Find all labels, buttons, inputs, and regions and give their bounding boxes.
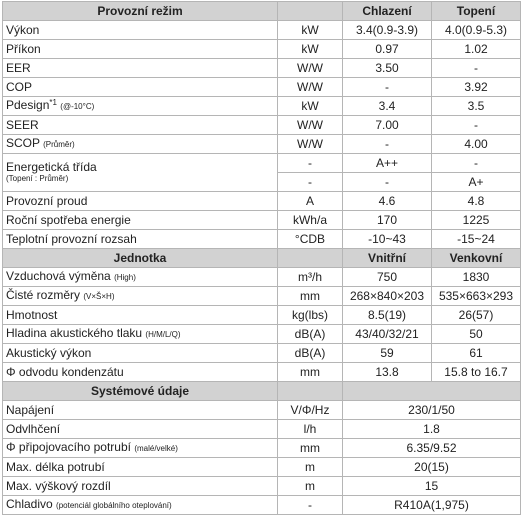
label-text: Roční spotřeba energie: [6, 213, 131, 227]
system-value: 1.8: [343, 420, 521, 439]
row-label: [3, 21, 278, 40]
header-heating: Topení: [432, 2, 521, 21]
cooling-value: 3.4: [343, 97, 432, 116]
outdoor-value: 15.8 to 16.7: [432, 363, 521, 382]
outdoor-value: 1830: [432, 268, 521, 287]
cooling-value: 3.50: [343, 59, 432, 78]
table-row: [3, 458, 521, 477]
table-row: [3, 40, 521, 59]
cooling-value: -10~43: [343, 230, 432, 249]
row-label: [3, 496, 278, 515]
table-row: [3, 116, 521, 135]
table-row: [3, 363, 521, 382]
heating-value: 1.02: [432, 40, 521, 59]
label-text: Hladina akustického tlaku: [6, 326, 143, 340]
label-text: EER: [6, 61, 31, 75]
heating-value: -: [432, 154, 521, 173]
system-value: 6.35/9.52: [343, 439, 521, 458]
label-text: Φ odvodu kondenzátu: [6, 365, 124, 379]
label-text: SCOP: [6, 136, 40, 150]
row-label: [3, 59, 278, 78]
label-text: Max. délka potrubí: [6, 460, 105, 474]
unit-cell: W/W: [278, 59, 343, 78]
label-note: (V×Š×H): [83, 292, 115, 301]
unit-cell: -: [278, 496, 343, 515]
unit-cell: A: [278, 192, 343, 211]
row-label: [3, 363, 278, 382]
label-text: Φ připojovacího potrubí: [6, 440, 131, 454]
outdoor-value: 535×663×293: [432, 287, 521, 306]
outdoor-value: 26(57): [432, 306, 521, 325]
table-row: [3, 325, 521, 344]
outdoor-value: 50: [432, 325, 521, 344]
table-row: [3, 97, 521, 116]
label-note: (H/M/L/Q): [145, 330, 181, 339]
label-text: Vzduchová výměna: [6, 269, 111, 283]
cooling-value: 3.4(0.9-3.9): [343, 21, 432, 40]
unit-cell: m: [278, 458, 343, 477]
label-note: (@-10°C): [60, 102, 95, 111]
indoor-value: 43/40/32/21: [343, 325, 432, 344]
label-text: Energetická třída: [6, 159, 97, 174]
table-row: [3, 230, 521, 249]
unit-cell: W/W: [278, 135, 343, 154]
indoor-value: 8.5(19): [343, 306, 432, 325]
indoor-value: 268×840×203: [343, 287, 432, 306]
cooling-value: A++: [343, 154, 432, 173]
header-system: Systémové údaje: [3, 382, 278, 401]
unit-cell: V/Φ/Hz: [278, 401, 343, 420]
unit-cell: kg(lbs): [278, 306, 343, 325]
heating-value: 4.8: [432, 192, 521, 211]
row-label: [3, 420, 278, 439]
section-header-row: [3, 2, 521, 21]
heating-value: 3.92: [432, 78, 521, 97]
table-row: [3, 420, 521, 439]
label-text: Chladivo: [6, 497, 53, 511]
label-text: Hmotnost: [6, 308, 58, 322]
header-unit: [278, 382, 343, 401]
cooling-value: -: [343, 78, 432, 97]
table-row: [3, 496, 521, 515]
row-label: [3, 477, 278, 496]
table-row: [3, 401, 521, 420]
label-note: (Průměr): [43, 140, 75, 149]
heating-value: 4.00: [432, 135, 521, 154]
unit-cell: kW: [278, 97, 343, 116]
row-label: [3, 116, 278, 135]
label-text: Čisté rozměry: [6, 288, 81, 302]
row-label: [3, 135, 278, 154]
indoor-value: 13.8: [343, 363, 432, 382]
cooling-value: -: [343, 173, 432, 192]
unit-cell: -: [278, 154, 343, 173]
unit-cell: kW: [278, 40, 343, 59]
table-row: [3, 135, 521, 154]
system-value: 230/1/50: [343, 401, 521, 420]
row-label: [3, 211, 278, 230]
row-label: [3, 287, 278, 306]
indoor-value: 750: [343, 268, 432, 287]
system-value: 20(15): [343, 458, 521, 477]
table-row: [3, 268, 521, 287]
unit-cell: m: [278, 477, 343, 496]
unit-cell: m³/h: [278, 268, 343, 287]
section-header-row: [3, 382, 521, 401]
spec-table: [2, 1, 521, 515]
table-row: [3, 21, 521, 40]
unit-cell: l/h: [278, 420, 343, 439]
footnote-marker: *1: [49, 98, 57, 107]
header-mode: Provozní režim: [3, 2, 278, 21]
table-row: [3, 59, 521, 78]
outdoor-value: 61: [432, 344, 521, 363]
label-text: Provozní proud: [6, 194, 88, 208]
unit-cell: W/W: [278, 116, 343, 135]
heating-value: 4.0(0.9-5.3): [432, 21, 521, 40]
row-label: [3, 40, 278, 59]
unit-cell: mm: [278, 439, 343, 458]
indoor-value: 59: [343, 344, 432, 363]
header-cooling: Chlazení: [343, 2, 432, 21]
cooling-value: 170: [343, 211, 432, 230]
section-header-row: [3, 249, 521, 268]
cooling-value: 7.00: [343, 116, 432, 135]
header-unit-type: Jednotka: [3, 249, 278, 268]
unit-cell: W/W: [278, 78, 343, 97]
row-label: [3, 268, 278, 287]
unit-cell: -: [278, 173, 343, 192]
label-text: Odvlhčení: [6, 422, 61, 436]
heating-value: 3.5: [432, 97, 521, 116]
heating-value: -: [432, 116, 521, 135]
row-label: [3, 154, 278, 192]
row-label: [3, 439, 278, 458]
unit-cell: kW: [278, 21, 343, 40]
table-row: [3, 477, 521, 496]
row-label: [3, 401, 278, 420]
table-row: [3, 344, 521, 363]
header-indoor: Vnitřní: [343, 249, 432, 268]
unit-cell: mm: [278, 287, 343, 306]
table-row: [3, 154, 521, 173]
table-row: [3, 211, 521, 230]
energy-class-label: [6, 159, 274, 184]
cooling-value: -: [343, 135, 432, 154]
label-text: Akustický výkon: [6, 346, 92, 360]
heating-value: A+: [432, 173, 521, 192]
label-text: Teplotní provozní rozsah: [6, 232, 137, 246]
heating-value: -15~24: [432, 230, 521, 249]
unit-cell: dB(A): [278, 344, 343, 363]
cooling-value: 0.97: [343, 40, 432, 59]
table-row: [3, 306, 521, 325]
label-text: Výkon: [6, 23, 40, 37]
row-label: [3, 78, 278, 97]
label-note: (potenciál globálního oteplování): [56, 501, 172, 510]
label-text: Napájení: [6, 403, 55, 417]
row-label: [3, 306, 278, 325]
unit-cell: kWh/a: [278, 211, 343, 230]
heating-value: 1225: [432, 211, 521, 230]
unit-cell: dB(A): [278, 325, 343, 344]
unit-cell: °CDB: [278, 230, 343, 249]
table-row: [3, 192, 521, 211]
header-value: [343, 382, 521, 401]
unit-cell: mm: [278, 363, 343, 382]
label-text: SEER: [6, 118, 39, 132]
header-outdoor: Venkovní: [432, 249, 521, 268]
table-row: [3, 439, 521, 458]
row-label: [3, 97, 278, 116]
row-label: [3, 344, 278, 363]
label-note: (malé/velké): [134, 444, 178, 453]
system-value: 15: [343, 477, 521, 496]
row-label: [3, 192, 278, 211]
cooling-value: 4.6: [343, 192, 432, 211]
table-row: [3, 287, 521, 306]
label-note: (High): [114, 273, 136, 282]
header-unit: [278, 2, 343, 21]
header-unit: [278, 249, 343, 268]
row-label: [3, 230, 278, 249]
label-text: COP: [6, 80, 33, 94]
system-value: R410A(1,975): [343, 496, 521, 515]
label-text: Pdesign: [6, 98, 50, 112]
row-label: [3, 325, 278, 344]
label-text: Příkon: [6, 42, 41, 56]
row-label: [3, 458, 278, 477]
label-text: Max. výškový rozdíl: [6, 479, 111, 493]
table-row: [3, 78, 521, 97]
heating-value: -: [432, 59, 521, 78]
label-note: (Topení : Průměr): [6, 173, 69, 183]
